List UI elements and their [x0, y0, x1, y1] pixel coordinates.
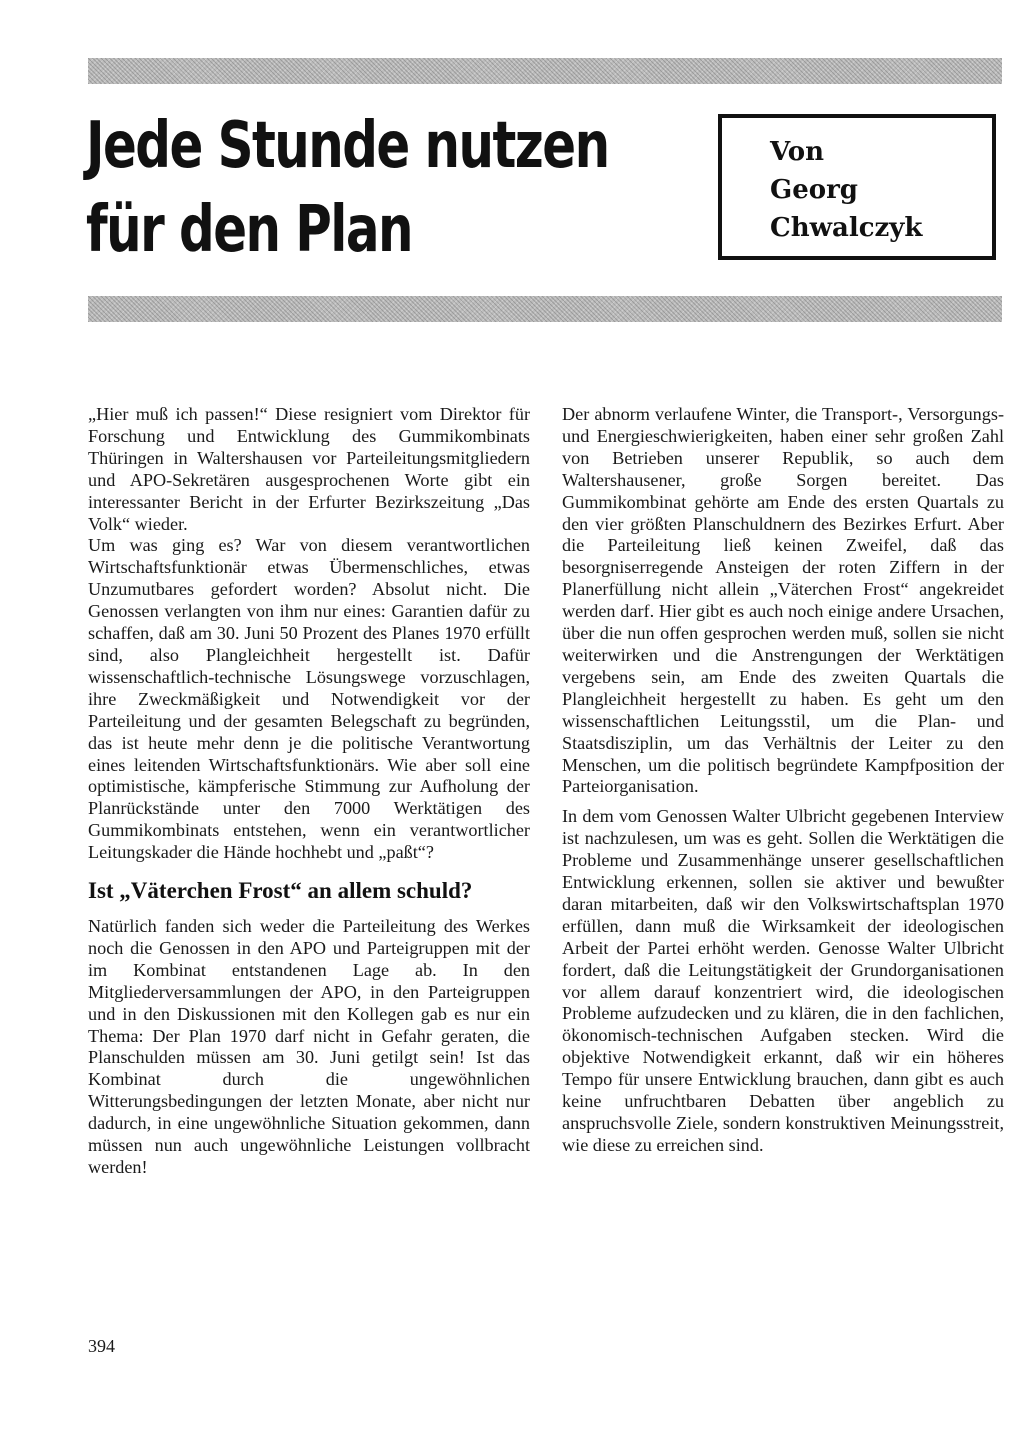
left-paragraph-1: „Hier muß ich passen!“ Diese resigniert vom Direktor für Forschung und Entwicklung des Gummikombinats Thüringen in Waltershausen vor Parteileitungsmitgliedern und APO-Sekretären ausgesprochenen Worte gibt ein interessanter Bericht in der Erfurter Bezirkszeitung „Das Volk“ wieder. — [88, 404, 530, 534]
author-prefix: Von — [770, 137, 825, 167]
page-number: 394 — [88, 1336, 115, 1356]
headline-line-2: für den Plan — [86, 193, 412, 267]
right-paragraph-2: In dem vom Genossen Walter Ulbricht gegebenen Interview ist nachzulesen, um was es geht. Sollen die Werktätigen die Probleme und Zusammenhänge unserer gesellschaftlichen Entwicklung erkennen, sollen sie aktiver und bewußter daran mitarbeiten, daß wir den Volkswirtschaftsplan 1970 erfüllen, dann muß die Wirksamkeit der ideologischen Arbeit der Partei erhöht werden. Genosse Walter Ulbricht fordert, daß die Leitungstätigkeit der Grundorganisationen vor allem darauf konzentriert wird, die ideologischen Probleme aufzudecken und zu klären, die in den fachlichen, ökonomisch-technischen Aufgaben stecken. Wird die objektive Notwendigkeit erkannt, daß wir ein höheres Tempo für unsere Entwicklung brauchen, dann gibt es auch keine unfruchtbaren Debatten über angeblich zu anspruchsvolle Ziele, sondern konstruktiven Meinungsstreit, wie diese zu erreichen sind. — [562, 806, 1004, 1155]
author-last-name: Chwalczyk — [770, 213, 923, 243]
left-column — [88, 404, 530, 1179]
left-paragraph-3: Natürlich fanden sich weder die Parteileitung des Werkes noch die Genossen in den APO und Parteigruppen mit der im Kombinat entstandenen Lage ab. In den Mitgliederversammlungen der APO, in den Parteigruppen und in den Diskussionen mit den Kollegen gab es nur ein Thema: Der Plan 1970 darf nicht in Gefahr geraten, die Planschulden müssen am 30. Juni getilgt sein! Ist das Kombinat durch die ungewöhnlichen Witterungsbedingungen der letzten Monate, aber nicht nur dadurch, in eine ungewöhnliche Situation gekommen, dann müssen nun auch ungewöhnliche Leistungen vollbracht werden! — [88, 916, 530, 1177]
headline-line-1: Jede Stunde nutzen — [86, 109, 609, 183]
section-subheading: Ist „Väterchen Frost“ an allem schuld? — [88, 878, 473, 904]
right-column — [562, 404, 1004, 1157]
decorative-band-top — [88, 58, 1002, 84]
left-paragraph-2: Um was ging es? War von diesem verantwortlichen Wirtschaftsfunktionär etwas Übermenschliches, etwas Unzumutbares gefordert worden? Absolut nicht. Die Genossen verlangten von ihm nur eines: Garantien dafür zu schaffen, daß am 30. Juni 50 Prozent des Planes 1970 erfüllt sind, also Plangleichheit hergestellt ist. Dafür wissenschaftlich-technische Lösungswege vorzuschlagen, ihre Zweckmäßigkeit und Notwendigkeit vor der Parteileitung und der gesamten Belegschaft zu begründen, das ist heute mehr denn je die politische Verantwortung eines leitenden Wirtschaftsfunktionärs. Wie aber soll eine optimistische, kämpferische Stimmung zur Aufholung der Planrückstände unter den 7000 Werktätigen des Gummikombinats entstehen, wenn ein verantwortlicher Leitungskader die Hände hochhebt und „paßt“? — [88, 535, 530, 863]
author-first-name: Georg — [770, 175, 858, 205]
decorative-band-bottom — [88, 296, 1002, 322]
article-headline — [86, 104, 609, 272]
right-paragraph-1: Der abnorm verlaufene Winter, die Transport-, Versorgungs- und Energieschwierigkeiten, haben einer sehr großen Zahl von Betrieben unserer Republik, so auch dem Waltershausener, große Sorgen bereitet. Das Gummikombinat gehörte am Ende des ersten Quartals zu den vier größten Planschuldnern des Bezirkes Erfurt. Aber die Parteileitung ließ keinen Zweifel, daß das besorgniserregende Ansteigen der roten Ziffern in der Planerfüllung nicht allein „Väterchen Frost“ angekreidet werden darf. Hier gibt es auch noch einige andere Ursachen, über die nun offen gesprochen werden muß, sollen sie nicht weiterwirken und die Anstrengungen der Werktätigen vergebens sein, am Ende des zweiten Quartals die Plangleichheit hergestellt zu haben. Es geht um den wissenschaftlichen Leitungsstil, um die Plan- und Staatsdisziplin, um das Verhältnis der Leiter zu den Menschen, um die politisch begründete Kampfposition der Parteiorganisation. — [562, 404, 1004, 797]
author-box — [718, 114, 996, 260]
